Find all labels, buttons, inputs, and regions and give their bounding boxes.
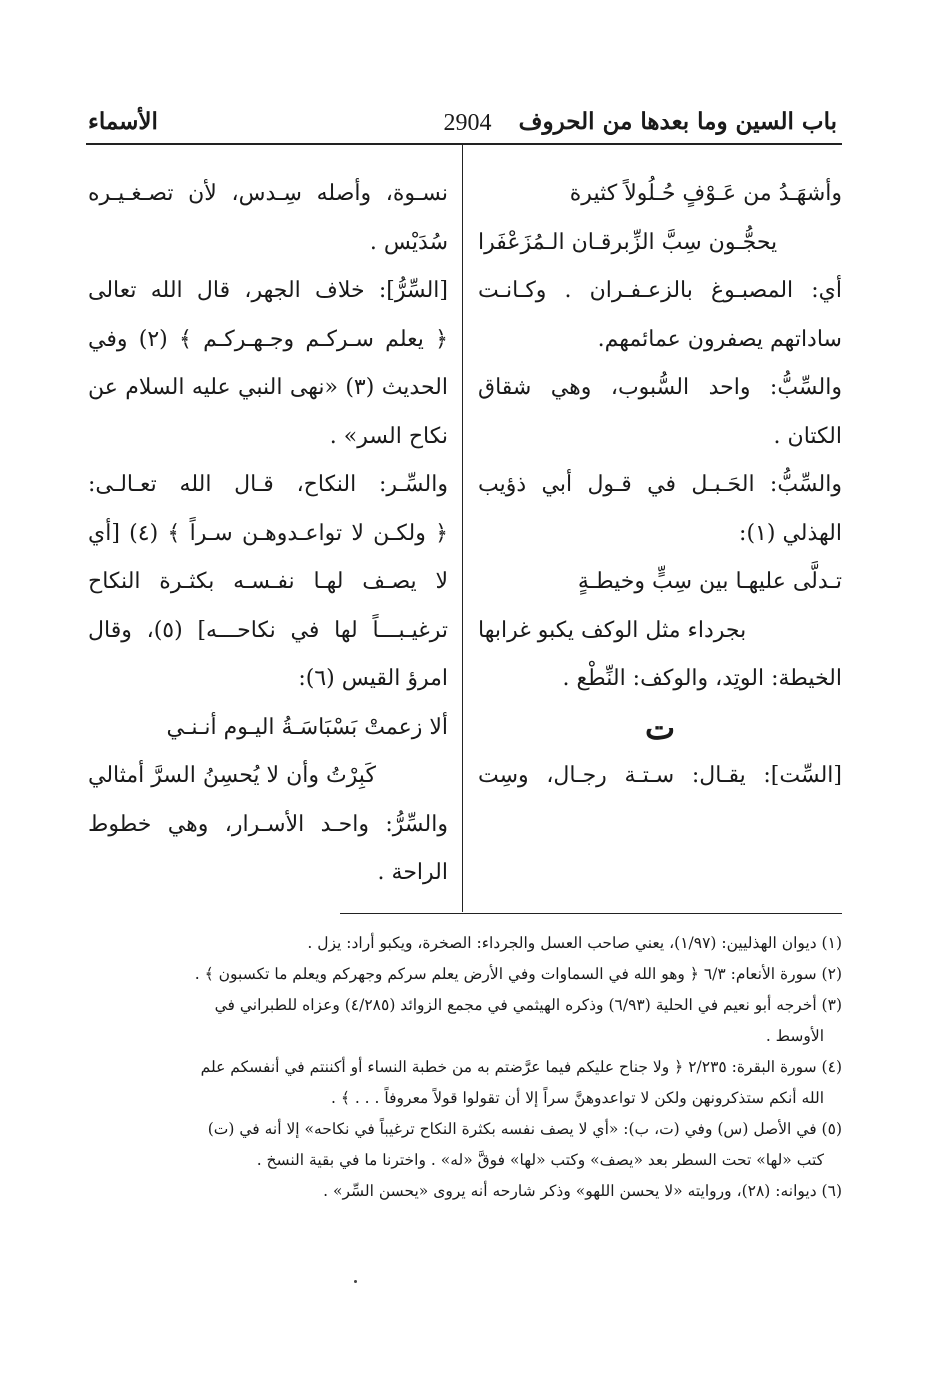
text-line: نكاح السر» .	[329, 423, 448, 449]
footnote-rule	[340, 913, 842, 914]
letter-heading: ت	[644, 708, 676, 747]
entry-line: والسِّرُّ: واحـد الأسـرار، وهي خطوط	[88, 811, 448, 837]
header-rule	[86, 143, 842, 145]
text-line: نسـوة، وأصله سِـدس، لأن تصـغـيـره	[88, 181, 448, 206]
verse-line: بجرداء مثل الوكف يكبو غرابها	[478, 617, 747, 643]
page-number: 2904	[443, 110, 492, 136]
chapter-title: باب السين وما بعدها من الحروف	[518, 108, 837, 135]
section-title: الأسماء	[88, 108, 158, 135]
footnote-continuation: الأوسط .	[765, 1027, 824, 1045]
text-line: أي: المصبـوغ بالزعـفـران . وكـانـت	[478, 278, 842, 303]
text-line: ساداتهم يصفرون عمائمهم.	[597, 326, 842, 352]
verse-line: يحجُّـون سِبَّ الزِّبرقـان الـمُزَعْفَرا	[478, 229, 778, 255]
verse-line: تـدلَّى عليهـا بين سِبٍّ وخيطـةٍ	[577, 569, 842, 594]
footnote: (٤) سورة البقرة: ٢/٢٣٥ ﴿ ولا جناح عليكم فيما عرَّضتم به من خطبة النساء أو أكننتم في أنفسكم علم	[200, 1058, 842, 1076]
footnote: (٦) ديوانه: (٢٨)، وروايته «لا يحسن اللهو» وذكر شارحه أنه يروى «يحسن السِّر» .	[323, 1182, 842, 1200]
right-column	[478, 170, 842, 801]
text-line: لا يصـف لهـا نفـسـه بكثـرة النكاح	[88, 569, 448, 594]
footnote-continuation: كتب «لها» تحت السطر بعد «يصف» وكتب «لها» فوقَّ «له» . واخترنا ما في بقية النسخ .	[256, 1151, 824, 1169]
text-line: الخيطة: الوتِد، والوكف: النِّطْع .	[562, 666, 842, 691]
entry-line: [السِّت]: يقـال: سـتـة رجـال، وسِت	[478, 763, 842, 788]
verse-line: ألا زعمتْ بَسْبَاسَـةُ اليـوم أنـنـي	[166, 714, 448, 740]
text-line: الهذلي (١):	[739, 520, 842, 546]
text-line: سُدَيْس .	[369, 229, 448, 255]
verse-line: كَبِرْتُ وأن لا يُحسِنُ السرَّ أمثالي	[88, 763, 376, 788]
verse-line: وأشهَـدُ من عَـوْفٍ حُـلُولاً كثيرة	[569, 181, 842, 206]
footnote: (٢) سورة الأنعام: ٦/٣ ﴿ وهو الله في السماوات وفي الأرض يعلم سركم وجهركم ويعلم ما تكسبون ﴾ .	[194, 965, 842, 983]
footnote: (١) ديوان الهذليين: (١/٩٧)، يعني صاحب العسل والجرداء: الصخرة، ويكبو أراد: يزل .	[307, 934, 842, 952]
entry-line: والسِّـر: النكاح، قـال الله تعـالـى:	[88, 472, 448, 497]
text-line: الكتان .	[773, 423, 842, 449]
footnote-continuation: الله أنكم ستذكرونهن ولكن لا تواعدوهنَّ سراً إلا أن تقولوا قولاً معروفاً . . . ﴾ .	[330, 1089, 824, 1107]
entry-line: [السِّرُّ]: خلاف الجهر، قال الله تعالى	[88, 278, 448, 303]
entry-line: والسِّبُّ: واحد السُّبوب، وهي شقاق	[478, 375, 842, 400]
footnote: (٥) في الأصل (س) وفي (ت، ب): «أي لا يصف نفسه بكثرة النكاح ترغيباً في نكاحه» إلا أنه في (ت)	[207, 1120, 842, 1138]
footnotes	[88, 928, 842, 1207]
text-line: امرؤ القيس (٦):	[298, 666, 448, 691]
quran-quote-line: ﴿ ولكـن لا تواعـدوهـن سـراً ﴾ (٤) [أي	[88, 520, 448, 546]
text-line: ترغيـبـــاً لها في نكاحـــه] (٥)، وقال	[88, 617, 448, 643]
footnote: (٣) أخرجه أبو نعيم في الحلية (٦/٩٣) وذكره الهيثمي في مجمع الزوائد (٤/٢٨٥) وعزاه للطبراني في	[214, 996, 842, 1014]
scan-speck	[354, 1280, 357, 1283]
text-line: الراحة .	[377, 860, 448, 885]
text-line: الحديث (٣) «نهى النبي عليه السلام عن	[88, 375, 448, 400]
left-column	[88, 170, 448, 898]
column-divider	[462, 145, 463, 912]
quran-quote-line: ﴿ يعلم سـركـم وجـهـركـم ﴾ (٢) وفي	[88, 326, 448, 352]
entry-line: والسِّبُّ: الحَـبـل في قـول أبي ذؤيب	[478, 472, 842, 497]
